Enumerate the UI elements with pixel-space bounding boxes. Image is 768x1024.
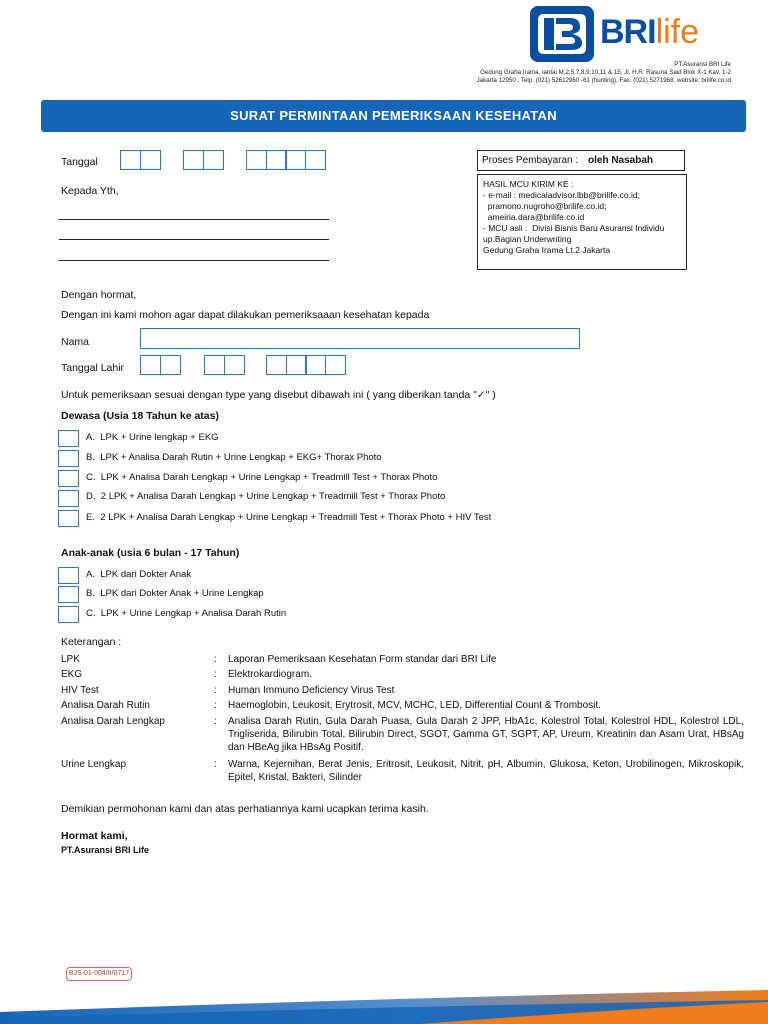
brilife-logo-icon xyxy=(530,6,594,62)
def-term: EKG xyxy=(61,669,83,680)
date-digit-box[interactable] xyxy=(246,150,267,170)
option-letter: A. xyxy=(86,569,95,580)
def-desc: Analisa Darah Rutin, Gula Darah Puasa, Gula Darah 2 JPP, HbA1c, Kolestrol Total, Kolestrol HDL, Kolestrol LDL, Trigliserida, Bilirubin Total, Bilirubin Direct, SGOT, Gamma GT, SGPT, AP, Ureum, Kreatinin dan Asam Urat, HBsAg dan HBeAg jika HBsAg Positif. xyxy=(228,716,744,753)
request-text: Dengan ini kami mohon agar dapat dilakukan pemeriksaaan kesehatan kepada xyxy=(61,309,430,321)
def-colon: : xyxy=(214,716,217,727)
signatory: PT.Asuransi BRI Life xyxy=(61,845,150,855)
closing-text: Demikian permohonan kami dan atas perhatiannya kami ucapkan terima kasih. xyxy=(61,803,429,815)
def-term: Analisa Darah Rutin xyxy=(61,700,150,711)
payment-box xyxy=(477,150,685,171)
dewasa-option-a xyxy=(86,432,219,444)
def-desc: Laporan Pemeriksaan Kesehatan Form standar dari BRI Life xyxy=(228,654,497,665)
mcu-line: Gedung Graha Irama Lt.2 Jakarta xyxy=(483,245,611,255)
date-digit-box[interactable] xyxy=(203,150,224,170)
footer-swoosh-icon xyxy=(0,960,768,1024)
mcu-line: up.Bagian Underwriting xyxy=(483,234,572,244)
dob-year-boxes[interactable] xyxy=(266,355,344,375)
date-digit-box[interactable] xyxy=(305,355,326,375)
company-name: PT.Asuransi BRI Life xyxy=(674,61,731,68)
def-term: Analisa Darah Lengkap xyxy=(61,716,165,727)
keterangan-heading: Keterangan : xyxy=(61,636,122,648)
dob-day-boxes[interactable] xyxy=(140,355,179,375)
date-digit-box[interactable] xyxy=(183,150,204,170)
dewasa-option-c-checkbox[interactable] xyxy=(58,470,79,487)
option-text: LPK dari Dokter Anak + Urine Lengkap xyxy=(100,588,264,599)
kepada-label: Kepada Yth, xyxy=(61,185,119,197)
date-digit-box[interactable] xyxy=(120,150,141,170)
option-text: LPK + Urine Lengkap + Analisa Darah Rutin xyxy=(100,608,287,619)
option-letter: B. xyxy=(86,588,95,599)
anak-option-c xyxy=(86,608,286,620)
brand-name: BRI xyxy=(600,13,656,51)
option-letter: A. xyxy=(86,432,95,443)
option-text: 2 LPK + Analisa Darah Lengkap + Urine Lengkap + Treadmill Test + Thorax Photo + HIV Test xyxy=(100,512,492,523)
date-digit-box[interactable] xyxy=(204,355,225,375)
option-text: LPK + Analisa Darah Lengkap + Urine Lengkap + Treadmill Test + Thorax Photo xyxy=(100,472,438,483)
dewasa-heading: Dewasa (Usia 18 Tahun ke atas) xyxy=(61,410,219,422)
option-text: LPK dari Dokter Anak xyxy=(100,569,192,580)
date-digit-box[interactable] xyxy=(286,355,307,375)
mcu-line: - e-mail : medicaladvisor.lbb@brilife.co.id; xyxy=(483,190,640,200)
option-letter: C. xyxy=(86,608,96,619)
date-digit-box[interactable] xyxy=(266,150,287,170)
nama-input[interactable] xyxy=(140,328,580,349)
dewasa-option-e xyxy=(86,512,491,524)
mcu-title: HASIL MCU KIRIM KE : xyxy=(483,179,574,189)
option-letter: C. xyxy=(86,472,96,483)
brand-suffix: life xyxy=(655,13,700,51)
def-colon: : xyxy=(214,685,217,696)
dewasa-option-b-checkbox[interactable] xyxy=(58,450,79,467)
recipient-line-3[interactable] xyxy=(59,260,329,261)
def-colon: : xyxy=(214,759,217,770)
tanggal-lahir-label: Tanggal Lahir xyxy=(61,362,125,374)
option-text: LPK + Analisa Darah Rutin + Urine Lengkap + EKG+ Thorax Photo xyxy=(100,452,382,463)
date-digit-box[interactable] xyxy=(224,355,245,375)
nama-label: Nama xyxy=(61,336,90,348)
mcu-line: - MCU asli : Divisi Bisnis Baru Asuransi Individu xyxy=(483,223,665,233)
address-line-1: Gedung Graha Irama, lantai M,2,5,7,8,9,10,11 & 15, Jl. H.R. Rasuna Said Blok X-1 Kav. 1-2 xyxy=(480,69,731,76)
tanggal-day-boxes[interactable] xyxy=(120,150,159,170)
company-address xyxy=(477,61,731,85)
brand-wordmark xyxy=(600,12,699,52)
def-desc: Human Immuno Deficiency Virus Test xyxy=(228,685,395,696)
def-term: Urine Lengkap xyxy=(61,759,127,770)
date-digit-box[interactable] xyxy=(140,355,161,375)
dewasa-option-a-checkbox[interactable] xyxy=(58,430,79,447)
def-colon: : xyxy=(214,700,217,711)
dewasa-option-d xyxy=(86,491,445,503)
anak-option-a-checkbox[interactable] xyxy=(58,567,79,584)
date-digit-box[interactable] xyxy=(285,150,306,170)
date-digit-box[interactable] xyxy=(305,150,326,170)
anak-option-b-checkbox[interactable] xyxy=(58,586,79,603)
option-text: 2 LPK + Analisa Darah Lengkap + Urine Lengkap + Treadmill Test + Thorax Photo xyxy=(100,491,446,502)
payment-label: Proses Pembayaran : xyxy=(482,155,579,166)
def-desc: Elektrokardiogram. xyxy=(228,669,312,680)
date-digit-box[interactable] xyxy=(325,355,346,375)
tanggal-year-boxes[interactable] xyxy=(246,150,324,170)
recipient-line-1[interactable] xyxy=(59,219,329,220)
payment-value: oleh Nasabah xyxy=(588,155,654,166)
dewasa-option-c xyxy=(86,472,437,484)
tanggal-month-boxes[interactable] xyxy=(183,150,222,170)
instruction-text: Untuk pemeriksaan sesuai dengan type yang disebut dibawah ini ( yang diberikan tanda "✓" ) xyxy=(61,389,496,401)
def-desc: Warna, Kejernihan, Berat Jenis, Eritrosit, Leukosit, Nitrit, pH, Albumin, Glukosa, Keton, Urobilinogen, Mikroskopik, Epitel, Kristal, Bakteri, Silinder xyxy=(228,759,744,783)
date-digit-box[interactable] xyxy=(160,355,181,375)
date-digit-box[interactable] xyxy=(140,150,161,170)
option-text: LPK + Urine lengkap + EKG xyxy=(100,432,219,443)
recipient-line-2[interactable] xyxy=(59,239,329,240)
mcu-line: pramono.nugroho@brilife.co.id; xyxy=(483,201,607,211)
anak-option-c-checkbox[interactable] xyxy=(58,606,79,623)
address-line-2: Jakarta 12950 . Telp. (021) 52612960 -61 (hunting), Fax. (021) 5271968, website: brilife.co.id xyxy=(476,77,731,84)
dewasa-option-b xyxy=(86,452,382,464)
anak-option-b xyxy=(86,588,264,600)
def-term: HIV Test xyxy=(61,685,99,696)
option-letter: D. xyxy=(86,491,96,502)
def-desc: Haemoglobin, Leukosit, Erytrosit, MCV, MCHC, LED, Differential Count & Trombosit. xyxy=(228,700,601,711)
sign-off: Hormat kami, xyxy=(61,830,128,842)
def-term: LPK xyxy=(61,654,80,665)
dewasa-option-d-checkbox[interactable] xyxy=(58,490,79,507)
def-colon: : xyxy=(214,654,217,665)
document-code: BJS-01-004/II/0717 xyxy=(66,967,132,981)
tanggal-label: Tanggal xyxy=(61,156,98,168)
dewasa-option-e-checkbox[interactable] xyxy=(58,510,79,527)
anak-heading: Anak-anak (usia 6 bulan - 17 Tahun) xyxy=(61,547,240,559)
greeting: Dengan hormat, xyxy=(61,289,137,301)
form-title: SURAT PERMINTAAN PEMERIKSAAN KESEHATAN xyxy=(41,100,746,132)
dob-month-boxes[interactable] xyxy=(204,355,243,375)
date-digit-box[interactable] xyxy=(266,355,287,375)
anak-option-a xyxy=(86,569,191,581)
mcu-line: ameiria.dara@brilife.co.id xyxy=(483,212,585,222)
option-letter: E. xyxy=(86,512,95,523)
def-colon: : xyxy=(214,669,217,680)
option-letter: B. xyxy=(86,452,95,463)
mcu-delivery-box xyxy=(477,174,687,270)
